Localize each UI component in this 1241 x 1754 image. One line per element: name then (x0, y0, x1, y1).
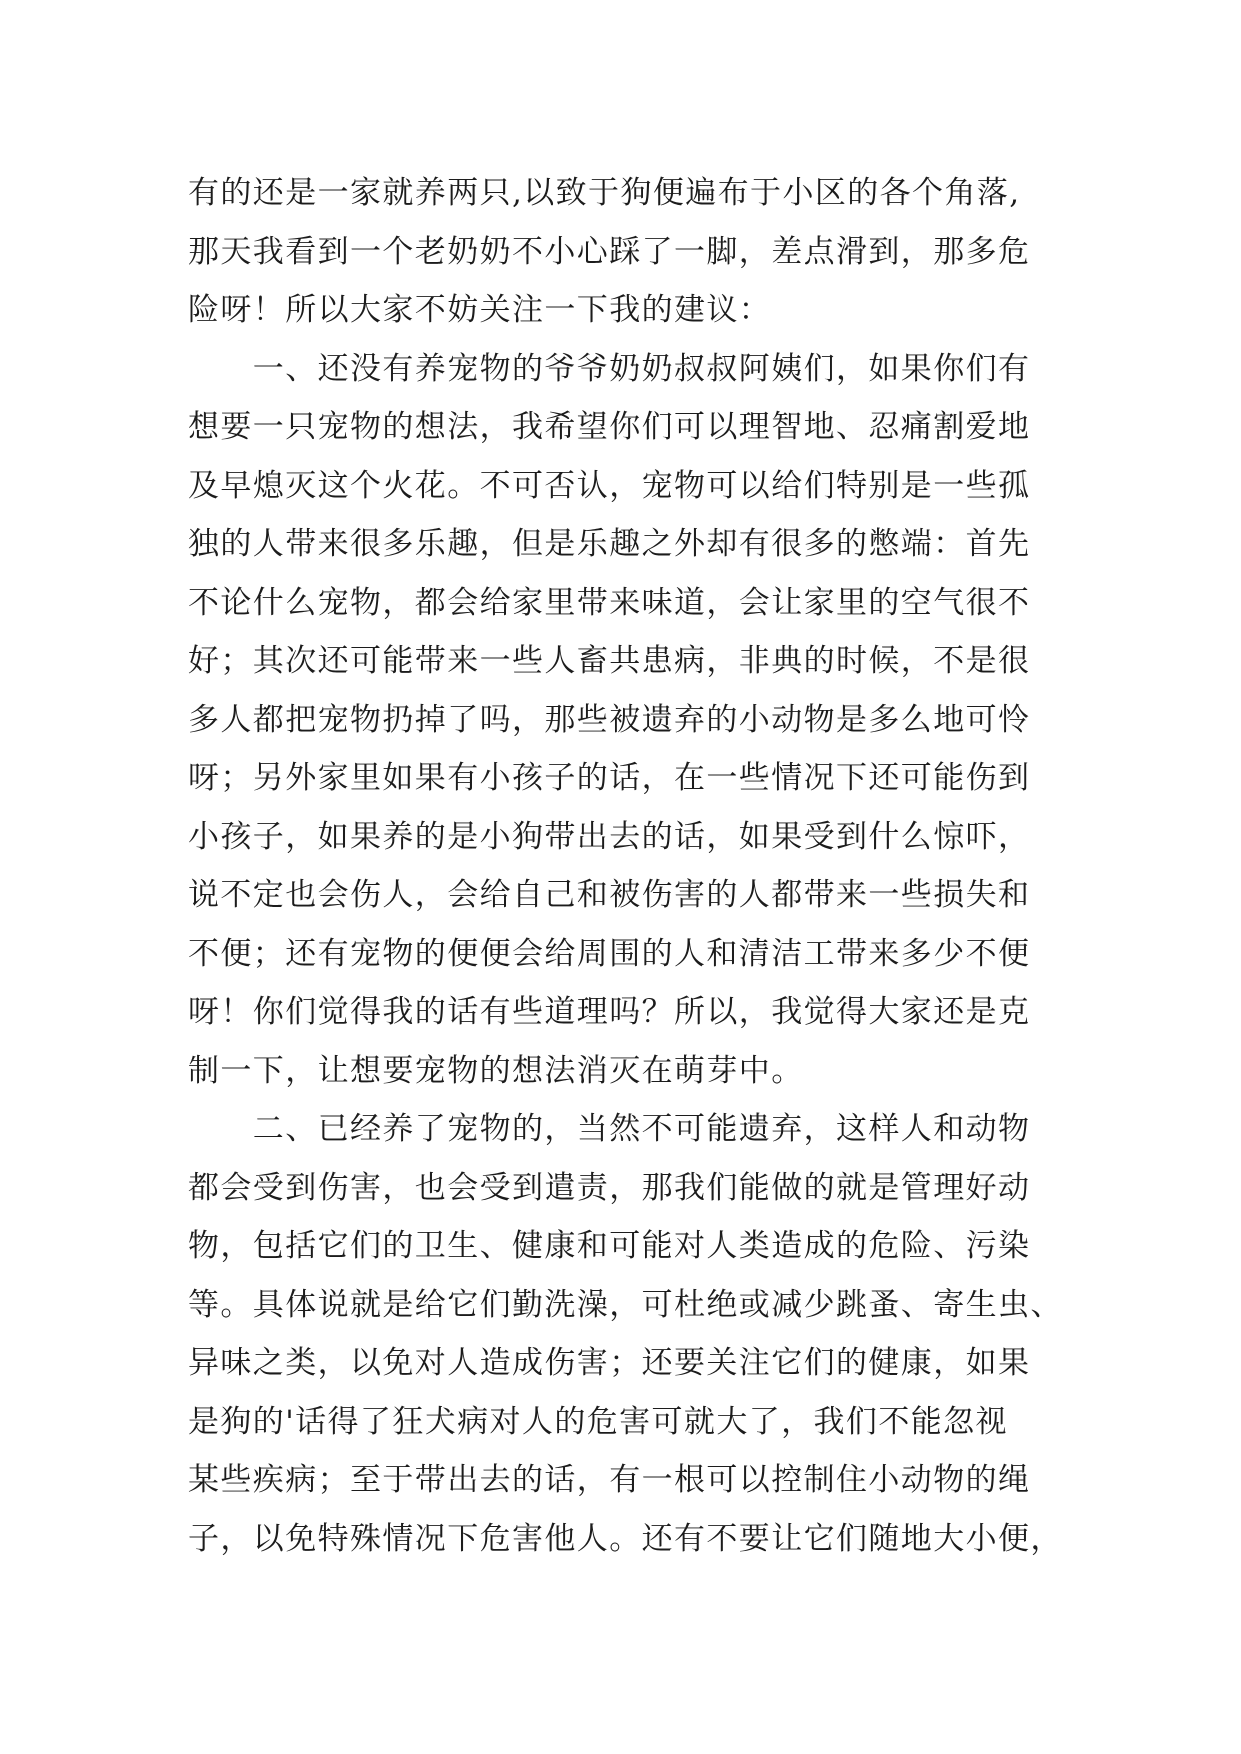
text-line: 二、已经养了宠物的，当然不可能遗弃，这样人和动物 (188, 1111, 1031, 1147)
text-line: 不便；还有宠物的便便会给周围的人和清洁工带来多少不便 (188, 935, 1031, 972)
document-body (188, 164, 1088, 1568)
text-line: 多人都把宠物扔掉了吗，那些被遗弃的小动物是多么地可怜 (188, 701, 1031, 738)
text-line: 子，以免特殊情况下危害他人。还有不要让它们随地大小便， (188, 1520, 1063, 1557)
text-line: 物，包括它们的卫生、健康和可能对人类造成的危险、污染 (188, 1228, 1031, 1264)
text-line: 险呀！所以大家不妨关注一下我的建议： (188, 292, 772, 328)
text-line: 一、还没有养宠物的爷爷奶奶叔叔阿姨们，如果你们有 (188, 350, 1031, 387)
text-line: 想要一只宠物的想法，我希望你们可以理智地、忍痛割爱地 (188, 409, 1031, 445)
text-line: 有的还是一家就养两只,以致于狗便遍布于小区的各个角落, (188, 175, 1021, 211)
text-line: 好；其次还可能带来一些人畜共患病，非典的时候，不是很 (188, 643, 1031, 679)
text-line: 呀；另外家里如果有小孩子的话，在一些情况下还可能伤到 (188, 760, 1031, 796)
text-line: 等。具体说就是给它们勤洗澡，可杜绝或减少跳蚤、寄生虫、 (188, 1286, 1063, 1323)
text-line: 是狗的'话得了狂犬病对人的危害可就大了，我们不能忽视 (188, 1403, 1008, 1440)
text-line: 都会受到伤害，也会受到遣责，那我们能做的就是管理好动 (188, 1169, 1031, 1206)
text-line: 某些疾病；至于带出去的话，有一根可以控制住小动物的绳 (188, 1462, 1031, 1498)
text-line: 说不定也会伤人，会给自己和被伤害的人都带来一些损失和 (188, 877, 1031, 913)
text-line: 及早熄灭这个火花。不可否认，宠物可以给们特别是一些孤 (188, 467, 1031, 504)
text-line: 那天我看到一个老奶奶不小心踩了一脚，差点滑到，那多危 (188, 233, 1031, 270)
text-line: 异味之类，以免对人造成伤害；还要关注它们的健康，如果 (188, 1345, 1031, 1381)
text-line: 制一下，让想要宠物的想法消灭在萌芽中。 (188, 1052, 804, 1089)
text-line: 不论什么宠物，都会给家里带来味道，会让家里的空气很不 (188, 584, 1031, 621)
text-line: 呀！你们觉得我的话有些道理吗？所以，我觉得大家还是克 (188, 994, 1031, 1030)
text-line: 独的人带来很多乐趣，但是乐趣之外却有很多的憋端：首先 (188, 526, 1031, 562)
text-line: 小孩子，如果养的是小狗带出去的话，如果受到什么惊吓， (188, 818, 1031, 855)
